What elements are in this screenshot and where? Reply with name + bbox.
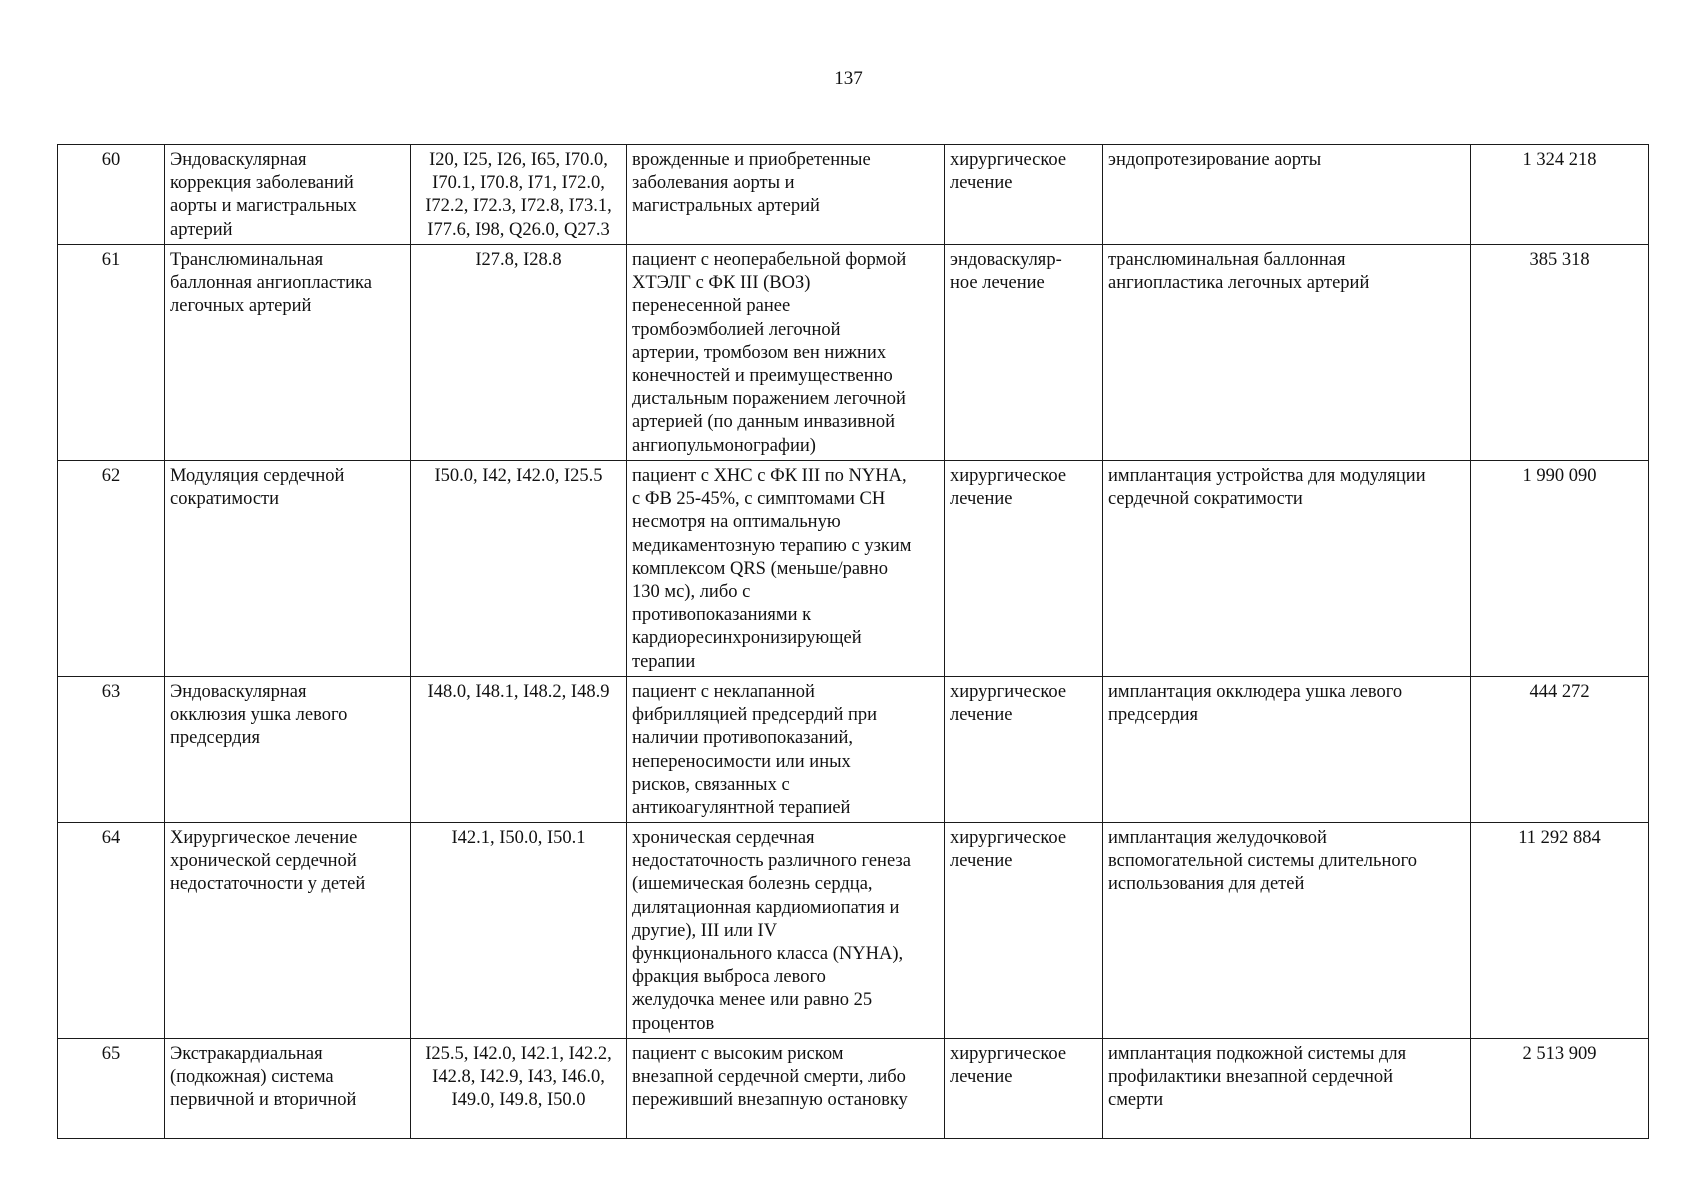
table-row xyxy=(58,245,1649,461)
icd-codes: I25.5, I42.0, I42.1, I42.2, I42.8, I42.9, I43, I46.0, I49.0, I49.8, I50.0 xyxy=(411,1039,627,1139)
treatment-type: эндоваскуляр- ное лечение xyxy=(945,245,1103,461)
treatment-type: хирургическое лечение xyxy=(945,823,1103,1039)
patient-model: врожденные и приобретенные заболевания аорты и магистральных артерий xyxy=(627,145,945,245)
icd-codes: I48.0, I48.1, I48.2, I48.9 xyxy=(411,677,627,823)
patient-model: пациент с высоким риском внезапной сердечной смерти, либо переживший внезапную остановку xyxy=(627,1039,945,1139)
table-row xyxy=(58,1039,1649,1139)
patient-model: пациент с неоперабельной формой ХТЭЛГ с ФК III (ВОЗ) перенесенной ранее тромбоэмболией легочной артерии, тромбозом вен нижних конечностей и преимущественно дистальным поражением легочной артерией (по данным инвазивной ангиопульмонографии) xyxy=(627,245,945,461)
price: 1 324 218 xyxy=(1471,145,1649,245)
treatment-type: хирургическое лечение xyxy=(945,145,1103,245)
price: 1 990 090 xyxy=(1471,461,1649,677)
price: 385 318 xyxy=(1471,245,1649,461)
procedure-name: Эндоваскулярная окклюзия ушка левого предсердия xyxy=(165,677,411,823)
icd-codes: I50.0, I42, I42.0, I25.5 xyxy=(411,461,627,677)
treatment-method: имплантация подкожной системы для профилактики внезапной сердечной смерти xyxy=(1103,1039,1471,1139)
price: 444 272 xyxy=(1471,677,1649,823)
patient-model: хроническая сердечная недостаточность различного генеза (ишемическая болезнь сердца, дилятационная кардиомиопатия и другие), III или IV функционального класса (NYHA), фракция выброса левого желудочка менее или равно 25 процентов xyxy=(627,823,945,1039)
procedure-name: Эндоваскулярная коррекция заболеваний аорты и магистральных артерий xyxy=(165,145,411,245)
price: 2 513 909 xyxy=(1471,1039,1649,1139)
row-number: 63 xyxy=(58,677,165,823)
treatment-method: имплантация устройства для модуляции сердечной сократимости xyxy=(1103,461,1471,677)
row-number: 61 xyxy=(58,245,165,461)
icd-codes: I42.1, I50.0, I50.1 xyxy=(411,823,627,1039)
procedure-name: Модуляция сердечной сократимости xyxy=(165,461,411,677)
patient-model: пациент с неклапанной фибрилляцией предсердий при наличии противопоказаний, непереносимости или иных рисков, связанных с антикоагулянтной терапией xyxy=(627,677,945,823)
procedure-name: Транслюминальная баллонная ангиопластика легочных артерий xyxy=(165,245,411,461)
row-number: 64 xyxy=(58,823,165,1039)
row-number: 65 xyxy=(58,1039,165,1139)
patient-model: пациент с ХНС с ФК III по NYHA, с ФВ 25-45%, с симптомами СН несмотря на оптимальную медикаментозную терапию с узким комплексом QRS (меньше/равно 130 мс), либо с противопоказаниями к кардиоресинхронизирующей терапии xyxy=(627,461,945,677)
table-row xyxy=(58,677,1649,823)
procedure-name: Хирургическое лечение хронической сердечной недостаточности у детей xyxy=(165,823,411,1039)
icd-codes: I20, I25, I26, I65, I70.0, I70.1, I70.8, I71, I72.0, I72.2, I72.3, I72.8, I73.1, I77.6, I98, Q26.0, Q27.3 xyxy=(411,145,627,245)
table-row xyxy=(58,823,1649,1039)
treatment-type: хирургическое лечение xyxy=(945,677,1103,823)
treatment-type: хирургическое лечение xyxy=(945,461,1103,677)
treatment-method: имплантация желудочковой вспомогательной системы длительного использования для детей xyxy=(1103,823,1471,1039)
icd-codes: I27.8, I28.8 xyxy=(411,245,627,461)
treatment-type: хирургическое лечение xyxy=(945,1039,1103,1139)
page-number: 137 xyxy=(834,68,863,89)
row-number: 60 xyxy=(58,145,165,245)
treatment-method: имплантация окклюдера ушка левого предсердия xyxy=(1103,677,1471,823)
treatment-method: транслюминальная баллонная ангиопластика легочных артерий xyxy=(1103,245,1471,461)
table-row xyxy=(58,461,1649,677)
treatment-table xyxy=(57,144,1649,1139)
table-row xyxy=(58,145,1649,245)
procedure-name: Экстракардиальная (подкожная) система первичной и вторичной xyxy=(165,1039,411,1139)
treatment-method: эндопротезирование аорты xyxy=(1103,145,1471,245)
row-number: 62 xyxy=(58,461,165,677)
price: 11 292 884 xyxy=(1471,823,1649,1039)
